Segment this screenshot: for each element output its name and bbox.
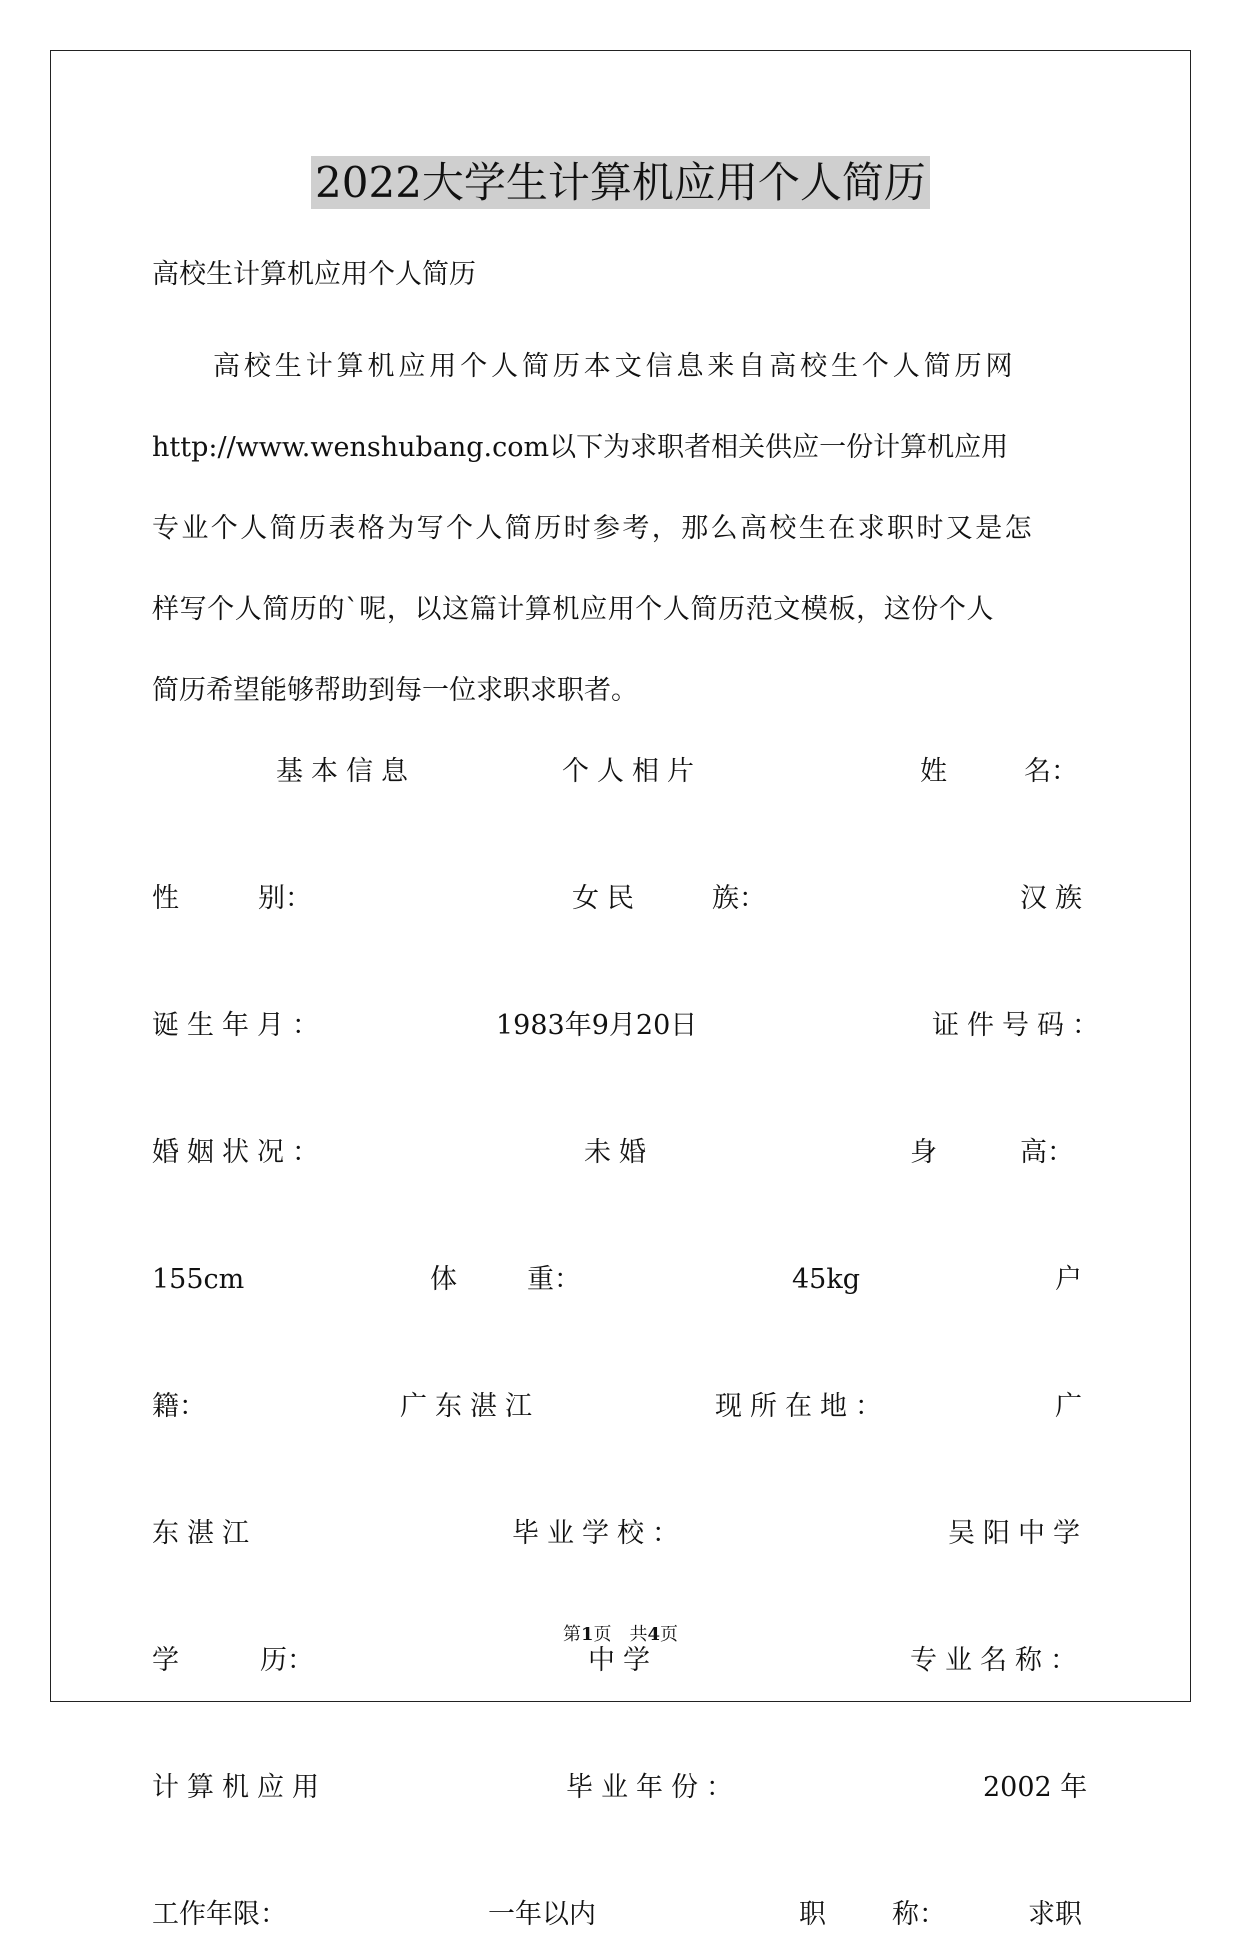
label-grad-year: 毕业年份： (566, 1772, 741, 1803)
label-birth: 诞生年月： (152, 1010, 327, 1041)
intro-line-3: 专业个人简历表格为写个人简历时参考，那么高校生在求职时又是怎 (152, 513, 1034, 544)
value-education: 中学 (588, 1645, 658, 1676)
label-work-years: 工作年限： (152, 1899, 287, 1930)
label-current-location: 现所在地： (715, 1391, 890, 1422)
label-education-1: 学 (152, 1645, 179, 1676)
value-hukou: 广东湛江 (400, 1391, 540, 1422)
label-title-1: 职 (799, 1899, 826, 1930)
info-row-6 (152, 1384, 1087, 1430)
label-height-1: 身 (910, 1137, 937, 1168)
value-work-years: 一年以内 (488, 1899, 596, 1930)
label-basic-info: 基本信息 (276, 756, 416, 787)
footer-middle: 页 共 (593, 1624, 648, 1645)
label-hukou-2: 籍： (152, 1391, 206, 1422)
info-row-9 (152, 1765, 1087, 1811)
info-row-10 (152, 1892, 1087, 1938)
value-height: 155cm (152, 1264, 245, 1295)
value-school: 吴阳中学 (948, 1518, 1088, 1549)
label-title-2: 称： (892, 1899, 946, 1930)
footer-prefix: 第 (562, 1624, 581, 1645)
value-location-1: 广 (1055, 1391, 1082, 1422)
footer-suffix: 页 (660, 1624, 679, 1645)
label-name-1: 姓 (920, 756, 947, 787)
label-education-2: 历： (260, 1645, 314, 1676)
intro-line-1: 高校生计算机应用个人简历本文信息来自高校生个人简历网 (213, 351, 1017, 382)
label-weight-1: 体 (430, 1264, 457, 1295)
subtitle: 高校生计算机应用个人简历 (152, 259, 476, 290)
info-row-2 (152, 876, 1090, 922)
footer-page-total: 4 (647, 1624, 661, 1645)
value-location-2: 东湛江 (152, 1518, 257, 1549)
document-title (0, 154, 1241, 212)
info-row-1 (152, 749, 1087, 795)
info-row-4 (152, 1130, 1087, 1176)
intro-line-2: http://www.wenshubang.com以下为求职者相关供应一份计算机应用 (152, 432, 1009, 463)
label-id-number: 证件号码： (932, 1010, 1107, 1041)
value-ethnicity: 汉族 (1020, 883, 1090, 914)
label-gender-2: 别： (258, 883, 312, 914)
intro-line-4: 样写个人简历的`呢，以这篇计算机应用个人简历范文模板，这份个人 (152, 594, 995, 625)
info-row-7 (152, 1511, 1087, 1557)
label-major: 专业名称： (910, 1645, 1085, 1676)
label-marital: 婚姻状况： (152, 1137, 327, 1168)
info-row-3 (152, 1003, 1107, 1049)
value-major: 计算机应用 (152, 1772, 327, 1803)
footer-page-number: 1 (580, 1624, 594, 1645)
intro-line-5: 简历希望能够帮助到每一位求职求职者。 (152, 675, 638, 706)
value-grad-year: 2002 年 (983, 1772, 1088, 1803)
label-weight-2: 重： (527, 1264, 581, 1295)
label-photo: 个人相片 (562, 756, 702, 787)
value-weight: 45kg (792, 1264, 861, 1295)
label-school: 毕业学校： (512, 1518, 687, 1549)
info-row-5 (152, 1257, 1087, 1303)
label-ethnicity: 族： (712, 883, 766, 914)
value-title: 求职 (1028, 1899, 1082, 1930)
label-height-2: 高： (1020, 1137, 1074, 1168)
label-hukou-1: 户 (1055, 1264, 1082, 1295)
value-birth: 1983年9月20日 (496, 1010, 698, 1041)
title-text: 2022大学生计算机应用个人简历 (311, 156, 930, 209)
page-footer (0, 1622, 1241, 1648)
label-name-2: 名： (1024, 756, 1078, 787)
label-gender-1: 性 (152, 883, 179, 914)
value-gender: 女民 (572, 883, 642, 914)
value-marital: 未婚 (584, 1137, 654, 1168)
